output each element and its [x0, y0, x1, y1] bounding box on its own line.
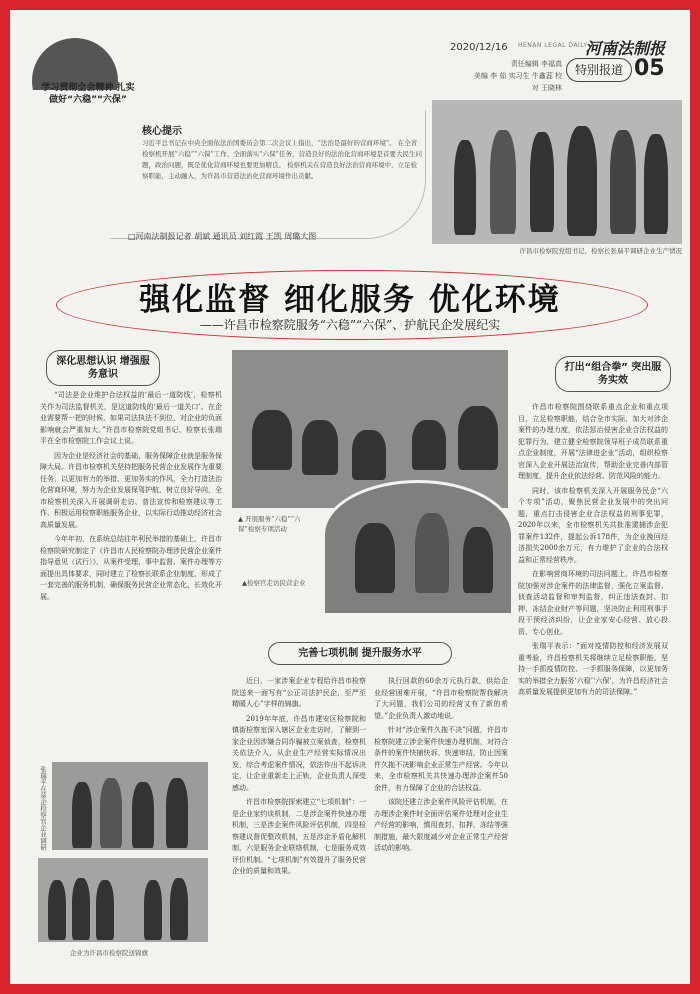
paragraph: 在影响营商环境的司法问题上，许昌市检察院加强对涉企案件的法律监督，强化立案监督、侦查活动监督和审判监督，纠正违法查封、扣押、冻结企业财产等问题，坚决防止利用刑事手段干预经济纠纷，让企业家安心经营、放心投资、专心创业。 — [518, 570, 668, 636]
paper-name-en: HENAN LEGAL DAILY — [518, 42, 588, 49]
issue-date: 2020/12/16 — [450, 42, 508, 53]
page-number: 05 — [634, 56, 665, 81]
paragraph: 许昌市检察院围绕联系重点企业和重点项目，立足检察职能，结合全市实际，加大对涉企案件的办理力度，依法惩治侵害企业合法权益的犯罪行为，建立健全检察院领导班子成员联系重点企业制度，开展“法律进企业”活动，组织检察官深入企业开展法治宣传，帮助企业完善内部管理制度，提升企业依法经营、防范风险的能力。 — [518, 403, 668, 480]
paper-logo: 河南法制报 — [585, 39, 666, 58]
paragraph: 执行回款的60余万元执行款，供给企业经营困难开展，“许昌市检察院帮我解决了大问题，我们公司的经营又有了新的希望。”企业负责人激动地说。 — [374, 677, 508, 720]
bottom-left-photo — [38, 858, 208, 942]
workers-caption: ▲检察官走访民营企业 — [242, 579, 306, 587]
paragraph: “司法是企业维护合法权益的‘最后一道防线’，检察机关作为司法监督机关，是这道防线的‘最后一道关口’。在企业需要帮一把的时候，如果司法执法不到位，对企业的负面影响就会严重加大。”许昌市检察院党组书记、检察长张瑞平在全市检察院工作会议上说。 — [40, 391, 222, 445]
paragraph: 同时，该市检察机关深入开展服务民企“六个专项”活动，聚焦民营企业发展中的突出问题，重点打击侵害企业合法权益的刑事犯罪，2020年以来，全市检察机关共批准逮捕涉企犯罪案件132件，提起公诉178件，为企业挽回经济损失2000余万元，有力维护了企业的合法权益和正常经营秩序。 — [518, 486, 668, 564]
column-middle-left — [232, 676, 366, 972]
column-badge — [30, 38, 135, 106]
subheadline: ——许昌市检察院服务“六稳”“六保”、护航民企发展纪实 — [199, 318, 501, 332]
left-photo — [52, 762, 208, 850]
section-head-middle: 完善七项机制 提升服务水平 — [268, 642, 452, 665]
section-head-left: 深化思想认识 增强服务意识 — [46, 350, 160, 386]
paragraph: 许昌市检察院探索建立“七项机制”：一是企业家约谈机制，二是涉企案件快速办理机制，三是涉企案件风险评估机制，四是检察建议督促整改机制，五是涉企矛盾化解机制，六是服务企业联络机制，七是服务成效评价机制。“七项机制”有效提升了服务民营企业的质量和效果。 — [232, 798, 366, 875]
badge-text: 学习贯彻全会精神 扎实做好“六稳”“六保” — [41, 83, 135, 105]
section-label: 特别报道 — [566, 58, 632, 82]
top-photo-caption: 许昌市检察院党组书记、检察长张瑞平调研企业生产情况 — [519, 247, 682, 255]
newspaper-page — [10, 10, 690, 984]
workers-photo — [322, 480, 514, 616]
column-middle-right — [374, 676, 508, 972]
column-right — [518, 402, 668, 972]
abstract-body: 习近平总书记在中央全面依法治国委员会第二次会议上指出，“法治是最好的营商环境”。 在全省检察机开展“六稳”“六保”工作、全面落实“六保”任务，营造良好的法治化营商环境是首要大民生问题，政治问题，既是优化营商环境也要更加精良。 检察机关在营造良好法治营商环境中，立足检察职能，主动融入，为许昌市营造法治化营商环境作出贡献。 — [142, 139, 422, 180]
abstract-title: 核心提示 — [142, 126, 182, 137]
left-photo-caption: 张瑞平在莫企检察官企业调研 — [39, 766, 47, 851]
paragraph: 因为企业是经济社会的基础，服务保障企业就是服务保障大局。许昌市检察机关坚持把服务民营企业发展作为重要任务，以更加有力的举措、更加务实的作风，全力打造法治化营商环境，努力为企业发展保驾护航，树立良好导向，全市检察机关深入开展调研走访、普法宣传和检察建议等工作，积极运用检察职能服务企业，以实际行动推动经济社会高质量发展。 — [40, 451, 222, 529]
headline: 强化监督 细化服务 优化环境 — [139, 282, 561, 318]
credit-line: 美编 李 茹 实习生 牛鑫蕊 校对 王晓林 — [473, 72, 562, 92]
paragraph: 针对“涉企案件久拖不决”问题，许昌市检察院建立涉企案件快速办理机制，对符合条件的案件快捕快诉、快速审结，防止因案件久拖不决影响企业正常生产经营。今年以来，全市检察机关共快速办理涉企案件50余件，有力保障了企业的合法权益。 — [374, 726, 508, 792]
paragraph: 张瑞平表示：“面对疫情防控和经济发展双重考验，许昌检察机关将继续立足检察职能，坚持一手抓疫情防控、一手抓服务保障，以更加务实的举措全力服务‘六稳’‘六保’，为许昌经济社会高质量发展提供更加有力的司法保障。” — [518, 642, 668, 696]
column-left — [40, 390, 222, 750]
paragraph: 该院还建立涉企案件风险评估机制，在办理涉企案件时全面评估案件处理对企业生产经营的影响，慎用查封、扣押、冻结等强制措施，最大限度减少对企业正常生产经营活动的影响。 — [374, 798, 508, 852]
section-head-right: 打出“组合拳” 突出服务实效 — [555, 356, 671, 392]
byline: □河南法制报记者 胡斌 通讯员 刘红霞 王凯 周璐大图 — [128, 232, 317, 241]
credit-line: 责任编辑 李福真 — [510, 60, 562, 68]
paragraph: 2019年年底，许昌市建安区检察院和镇街检察室深入辖区企业走访时，了解到一家企业因涉嫌合同诈骗被立案侦查，检察机关依法介入，从企业生产经营实际情况出发，综合考虑案件情况，依法作出不起诉决定，让企业重新走上正轨，企业负责人深受感动。 — [232, 714, 366, 792]
paragraph: 近日，一家涉案企业专程给许昌市检察院送来一面写有“公正司法护民企，至严至精暖人心”字样的锦旗。 — [232, 677, 366, 708]
editor-credits — [470, 58, 562, 94]
paragraph: 今年年初，在系统总结往年利民举措的基础上，许昌市检察院研究制定了《许昌市人民检察院办理涉民营企业案件指导意见（试行）》，从案件受理、事中监督、案件办理等方面提出具体要求，同时建立了检察长联系企业制度，形成了一套完善的服务机制，确保服务民营企业常态化、长效化开展。 — [40, 535, 222, 601]
meeting-photo — [232, 350, 508, 508]
bottom-left-caption: 企业为许昌市检察院送锦旗 — [70, 949, 148, 957]
top-photo — [432, 100, 682, 244]
badge-emblem — [32, 38, 118, 124]
meeting-caption: ▲ 开展服务“六稳”“六保”检察专项活动 — [238, 515, 301, 533]
